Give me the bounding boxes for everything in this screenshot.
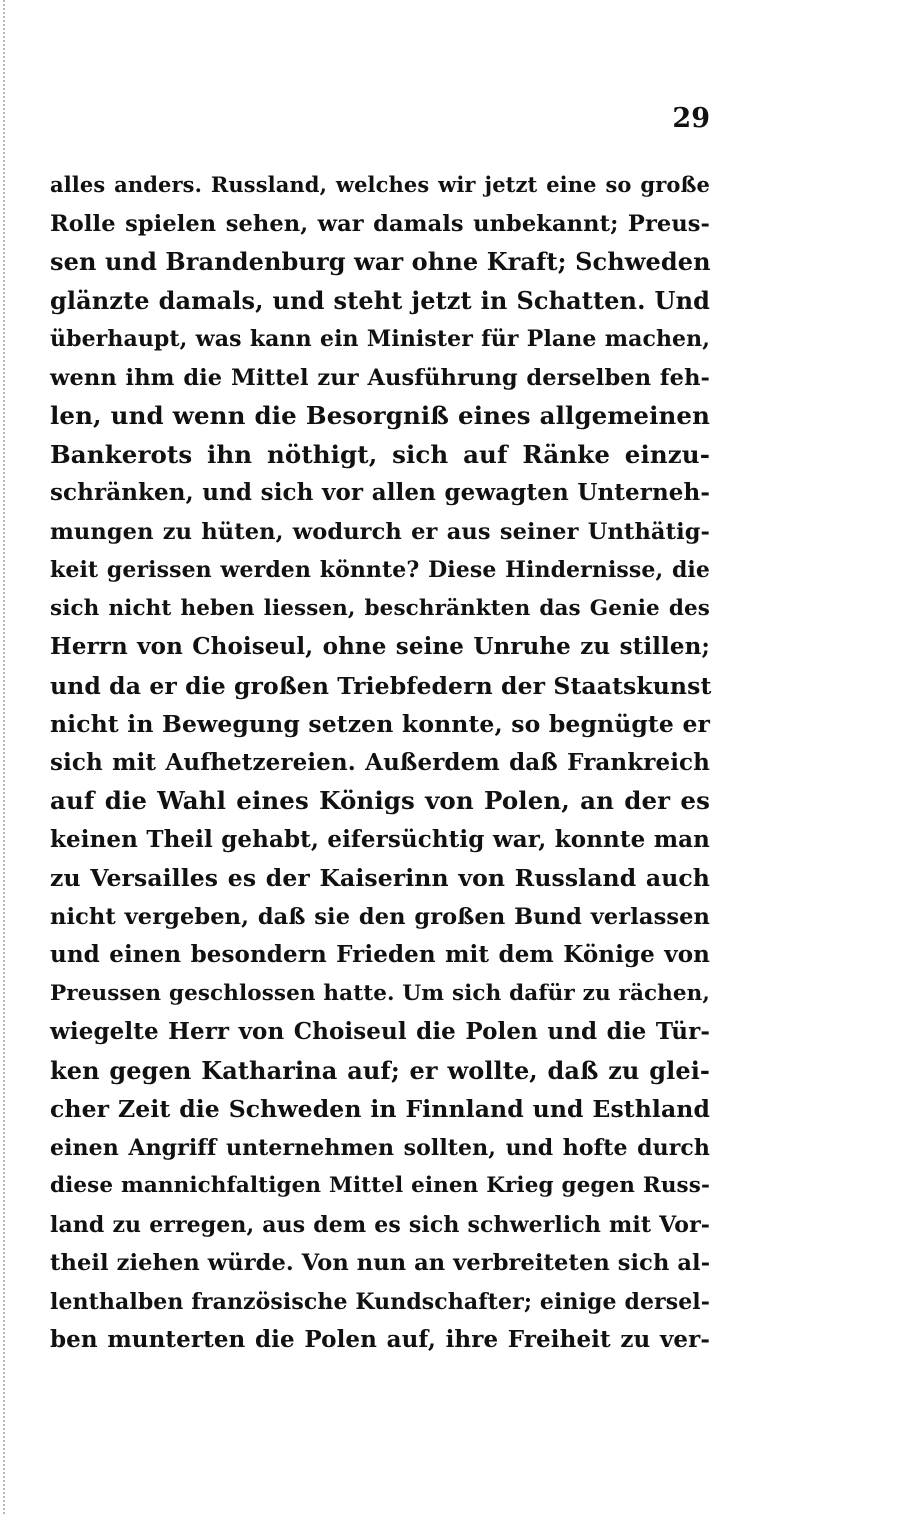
text-line: wiegelte Herr von Choiseul die Polen und die Tür- [50, 1018, 710, 1045]
text-line: und einen besondern Frieden mit dem Könige von [50, 941, 710, 968]
text-line: einen Angriff unternehmen sollten, und hofte durch [50, 1134, 710, 1161]
text-line: glänzte damals, und steht jetzt in Schatten. Und [50, 285, 710, 315]
page-number: 29 [672, 103, 710, 134]
text-line: zu Versailles es der Kaiserinn von Russland auch [50, 864, 710, 892]
text-line: nicht vergeben, daß sie den großen Bund verlassen [50, 903, 710, 930]
text-line: Bankerots ihn nöthigt, sich auf Ränke einzu- [50, 439, 710, 469]
text-line: cher Zeit die Schweden in Finnland und Esthland [50, 1095, 710, 1123]
text-line: nicht in Bewegung setzen konnte, so begnügte er [50, 710, 710, 738]
text-line: diese mannichfaltigen Mittel einen Krieg gegen Russ- [50, 1173, 710, 1198]
text-line: lenthalben französische Kundschafter; einige dersel- [50, 1288, 710, 1315]
text-line: schränken, und sich vor allen gewagten Unterneh- [50, 479, 710, 506]
text-line: mungen zu hüten, wodurch er aus seiner Unthätig- [50, 518, 710, 545]
scan-edge-line [3, 0, 5, 1514]
page-body-text [50, 166, 710, 1360]
text-line: len, und wenn die Besorgniß eines allgemeinen [50, 401, 710, 430]
text-line: und da er die großen Triebfedern der Staatskunst [50, 671, 712, 700]
text-line: land zu erregen, aus dem es sich schwerlich mit Vor- [50, 1211, 710, 1238]
text-line: überhaupt, was kann ein Minister für Plane machen, [50, 326, 710, 352]
text-line: Rolle spielen sehen, war damals unbekannt; Preus- [50, 210, 710, 237]
text-line: ben munterten die Polen auf, ihre Freiheit zu ver- [50, 1326, 710, 1353]
text-line: sen und Brandenburg war ohne Kraft; Schweden [50, 247, 711, 276]
text-line: sich mit Aufhetzereien. Außerdem daß Frankreich [50, 748, 710, 776]
text-line: keit gerissen werden könnte? Diese Hindernisse, die [50, 557, 710, 583]
text-line: auf die Wahl eines Königs von Polen, an der es [50, 786, 710, 815]
text-line: Herrn von Choiseul, ohne seine Unruhe zu stillen; [50, 633, 710, 660]
text-line: sich nicht heben liessen, beschränkten das Genie des [50, 595, 710, 621]
text-line: theil ziehen würde. Von nun an verbreiteten sich al- [50, 1250, 711, 1276]
text-line: keinen Theil gehabt, eifersüchtig war, konnte man [50, 825, 710, 853]
text-line: alles anders. Russland, welches wir jetzt eine so große [50, 172, 710, 197]
text-line: ken gegen Katharina auf; er wollte, daß zu glei- [50, 1055, 710, 1085]
text-line: Preussen geschlossen hatte. Um sich dafür zu rächen, [50, 980, 710, 1006]
text-line: wenn ihm die Mittel zur Ausführung derselben feh- [50, 364, 710, 391]
